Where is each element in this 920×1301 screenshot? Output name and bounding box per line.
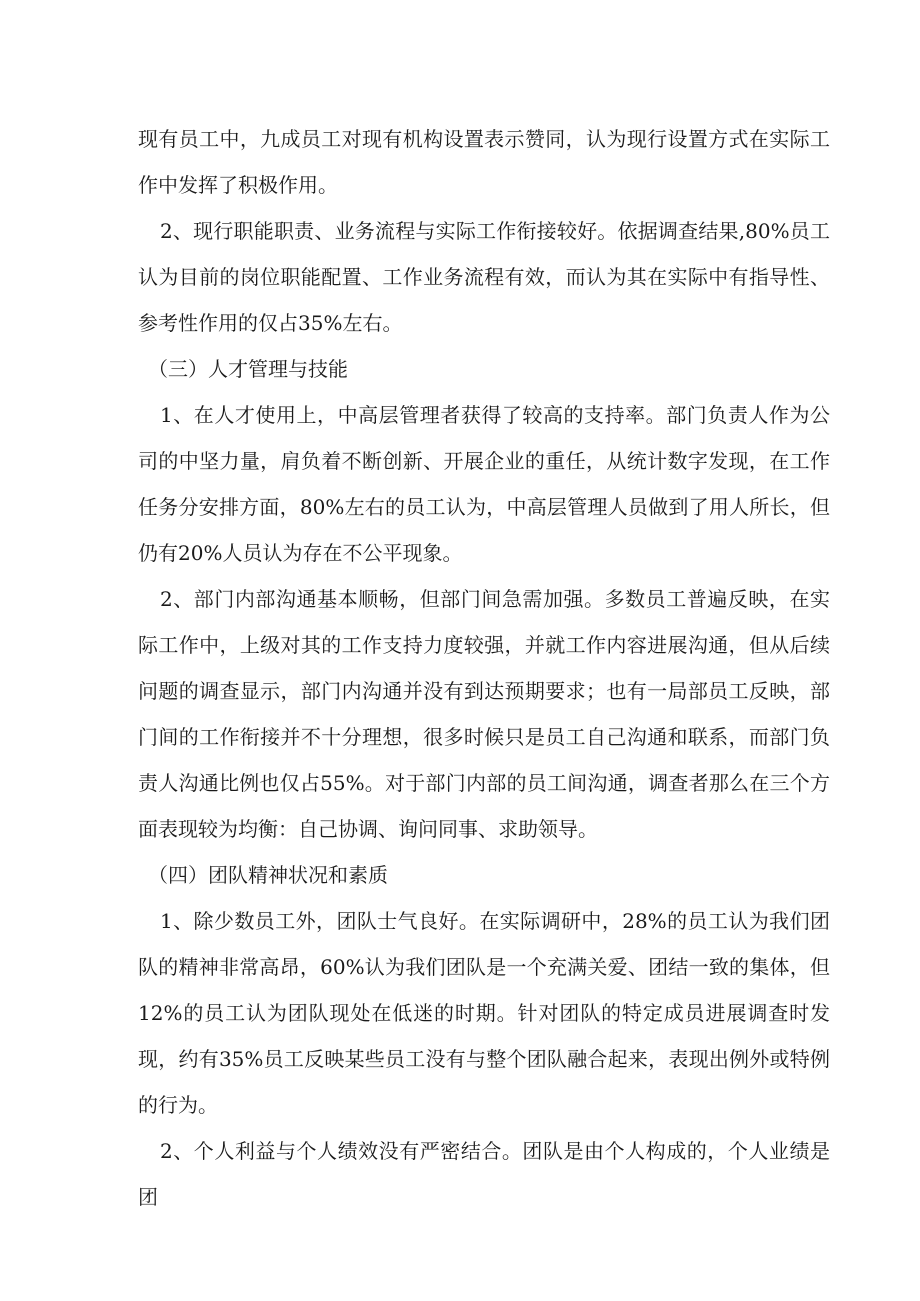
paragraph-personal-interest: 2、个人利益与个人绩效没有严密结合。团队是由个人构成的，个人业绩是团 bbox=[138, 1139, 830, 1209]
paragraph-continuation: 现有员工中，九成员工对现有机构设置表示赞同，认为现行设置方式在实际工作中发挥了积极作用。 bbox=[138, 127, 830, 197]
paragraph-process-alignment: 2、现行职能职责、业务流程与实际工作衔接较好。依据调查结果,80%员工认为目前的岗位职能配置、工作业务流程有效，而认为其在实际中有指导性、参考性作用的仅占35%左右。 bbox=[138, 219, 830, 335]
document-body bbox=[138, 116, 830, 1220]
paragraph-communication: 2、部门内部沟通基本顺畅，但部门间急需加强。多数员工普遍反映，在实际工作中，上级对其的工作支持力度较强，并就工作内容进展沟通，但从后续问题的调查显示，部门内沟通并没有到达预期要求；也有一局部员工反映，部门间的工作衔接并不十分理想，很多时候只是员工自己沟通和联系，而部门负责人沟通比例也仅占55%。对于部门内部的员工间沟通，调查者那么在三个方面表现较为均衡：自己协调、询问同事、求助领导。 bbox=[138, 587, 830, 841]
section-heading-team-spirit: （四）团队精神状况和素质 bbox=[148, 863, 388, 887]
section-heading-talent: （三）人才管理与技能 bbox=[148, 357, 348, 381]
paragraph-team-morale: 1、除少数员工外，团队士气良好。在实际调研中，28%的员工认为我们团队的精神非常高昂，60%认为我们团队是一个充满关爱、团结一致的集体，但12%的员工认为团队现处在低迷的时期。针对团队的特定成员进展调查时发现，约有35%员工反映某些员工没有与整个团队融合起来，表现出例外或特例的行为。 bbox=[138, 909, 830, 1117]
paragraph-talent-use: 1、在人才使用上，中高层管理者获得了较高的支持率。部门负责人作为公司的中坚力量，肩负着不断创新、开展企业的重任，从统计数字发现，在工作任务分安排方面，80%左右的员工认为，中高层管理人员做到了用人所长，但仍有20%人员认为存在不公平现象。 bbox=[138, 403, 830, 565]
